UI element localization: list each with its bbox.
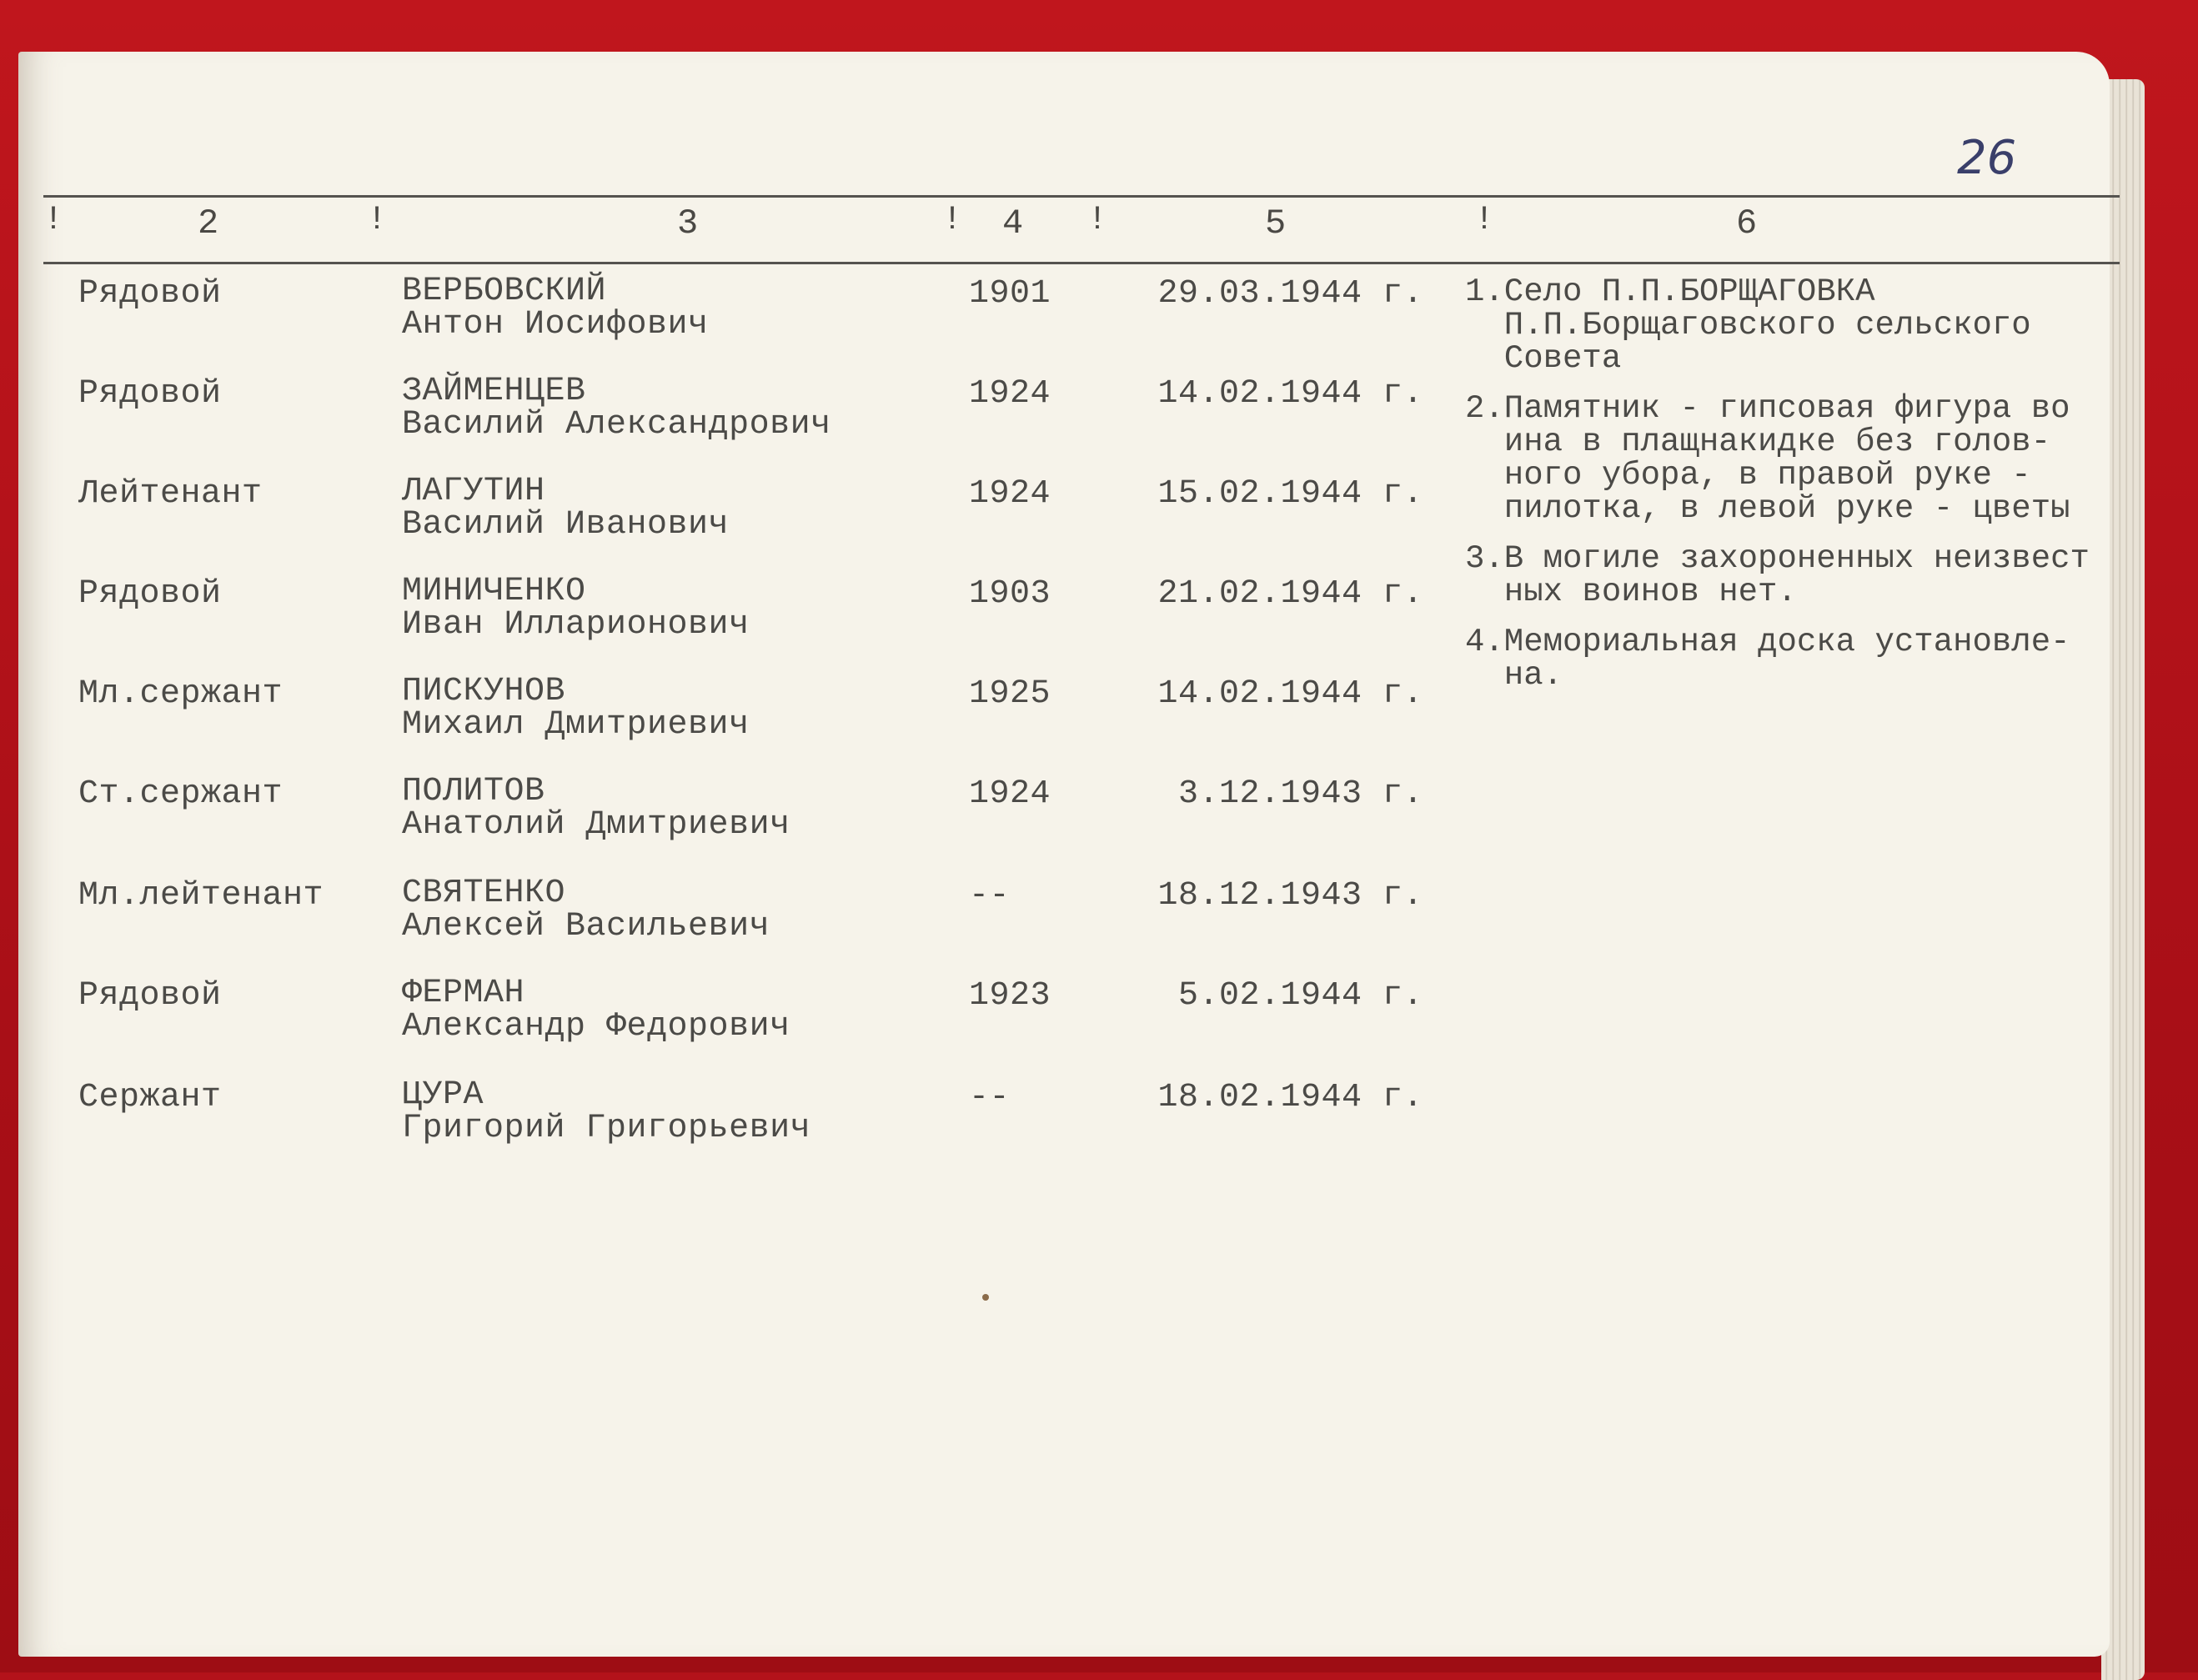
death-date-cell: 21.02.1944 г. — [1157, 575, 1423, 613]
album-page — [18, 52, 2110, 1657]
given-names: Антон Иосифович — [402, 306, 709, 344]
given-names: Алексей Васильевич — [402, 908, 770, 945]
birth-year-cell: 1925 — [969, 675, 1051, 713]
birth-year-cell: 1901 — [969, 275, 1051, 313]
given-names: Анатолий Дмитриевич — [402, 806, 790, 844]
name-cell — [402, 475, 729, 542]
name-cell — [402, 977, 790, 1044]
given-names: Иван Илларионович — [402, 606, 750, 644]
rank-cell: Рядовой — [78, 375, 222, 413]
birth-year-cell: 1924 — [969, 375, 1051, 413]
note-item: 3.В могиле захороненных неизвест ных воинов нет. — [1465, 540, 2090, 610]
column-header-4: 4 — [1002, 203, 1024, 243]
column-separator: ! — [1474, 202, 1495, 239]
given-names: Василий Иванович — [402, 506, 730, 544]
column-header-5: 5 — [1265, 203, 1287, 243]
death-date-cell: 14.02.1944 г. — [1157, 675, 1423, 713]
header-bottom-rule — [43, 262, 2120, 264]
name-cell — [402, 877, 770, 944]
header-top-rule — [43, 195, 2120, 198]
note-item: 1.Село П.П.БОРЩАГОВКА П.П.Борщаговского сельского Совета — [1465, 273, 2031, 377]
birth-year-cell: 1903 — [969, 575, 1051, 613]
birth-year-cell: 1924 — [969, 775, 1051, 813]
rank-cell: Мл.сержант — [78, 675, 284, 713]
column-separator: ! — [367, 202, 388, 239]
death-date-cell: 5.02.1944 г. — [1177, 977, 1423, 1015]
notes-column — [1465, 275, 2124, 709]
name-cell — [402, 575, 750, 642]
rank-cell: Рядовой — [78, 977, 222, 1015]
surname: ПОЛИТОВ — [402, 773, 545, 810]
given-names: Михаил Дмитриевич — [402, 706, 750, 744]
name-cell — [402, 675, 750, 742]
surname: МИНИЧЕНКО — [402, 573, 586, 610]
ink-spot — [982, 1294, 989, 1301]
death-date-cell: 18.12.1943 г. — [1157, 877, 1423, 915]
rank-cell: Лейтенант — [78, 475, 263, 513]
rank-cell: Сержант — [78, 1079, 222, 1116]
name-cell — [402, 375, 831, 442]
note-item: 2.Памятник - гипсовая фигура во ина в плащнакидке без голов- ного убора, в правой руке - пилотка, в левой руке - цветы — [1465, 390, 2070, 527]
surname: ЛАГУТИН — [402, 473, 545, 510]
surname: СВЯТЕНКО — [402, 875, 566, 912]
death-date-cell: 14.02.1944 г. — [1157, 375, 1423, 413]
birth-year-cell: 1923 — [969, 977, 1051, 1015]
column-separator: ! — [43, 202, 64, 239]
birth-year-cell: -- — [969, 877, 1011, 915]
column-separator: ! — [1087, 202, 1108, 239]
birth-year-cell: -- — [969, 1079, 1011, 1116]
name-cell — [402, 775, 790, 842]
page-number: 26 — [1957, 131, 2017, 185]
given-names: Григорий Григорьевич — [402, 1110, 811, 1147]
surname: ЗАЙМЕНЦЕВ — [402, 373, 586, 410]
rank-cell: Ст.сержант — [78, 775, 284, 813]
birth-year-cell: 1924 — [969, 475, 1051, 513]
death-date-cell: 18.02.1944 г. — [1157, 1079, 1423, 1116]
column-separator: ! — [942, 202, 963, 239]
given-names: Александр Федорович — [402, 1008, 790, 1046]
column-header-2: 2 — [198, 203, 219, 243]
surname: ФЕРМАН — [402, 975, 525, 1012]
surname: ВЕРБОВСКИЙ — [402, 273, 607, 310]
name-cell — [402, 275, 709, 342]
column-header-6: 6 — [1736, 203, 1758, 243]
rank-cell: Рядовой — [78, 575, 222, 613]
note-item: 4.Мемориальная доска установле- на. — [1465, 624, 2070, 694]
column-header-3: 3 — [677, 203, 699, 243]
name-cell — [402, 1076, 811, 1147]
death-date-cell: 15.02.1944 г. — [1157, 475, 1423, 513]
rank-cell: Мл.лейтенант — [78, 877, 324, 915]
rank-cell: Рядовой — [78, 275, 222, 313]
surname: ЦУРА — [402, 1076, 484, 1114]
death-date-cell: 3.12.1943 г. — [1177, 775, 1423, 813]
death-date-cell: 29.03.1944 г. — [1157, 275, 1423, 313]
surname: ПИСКУНОВ — [402, 673, 566, 710]
given-names: Василий Александрович — [402, 406, 831, 444]
